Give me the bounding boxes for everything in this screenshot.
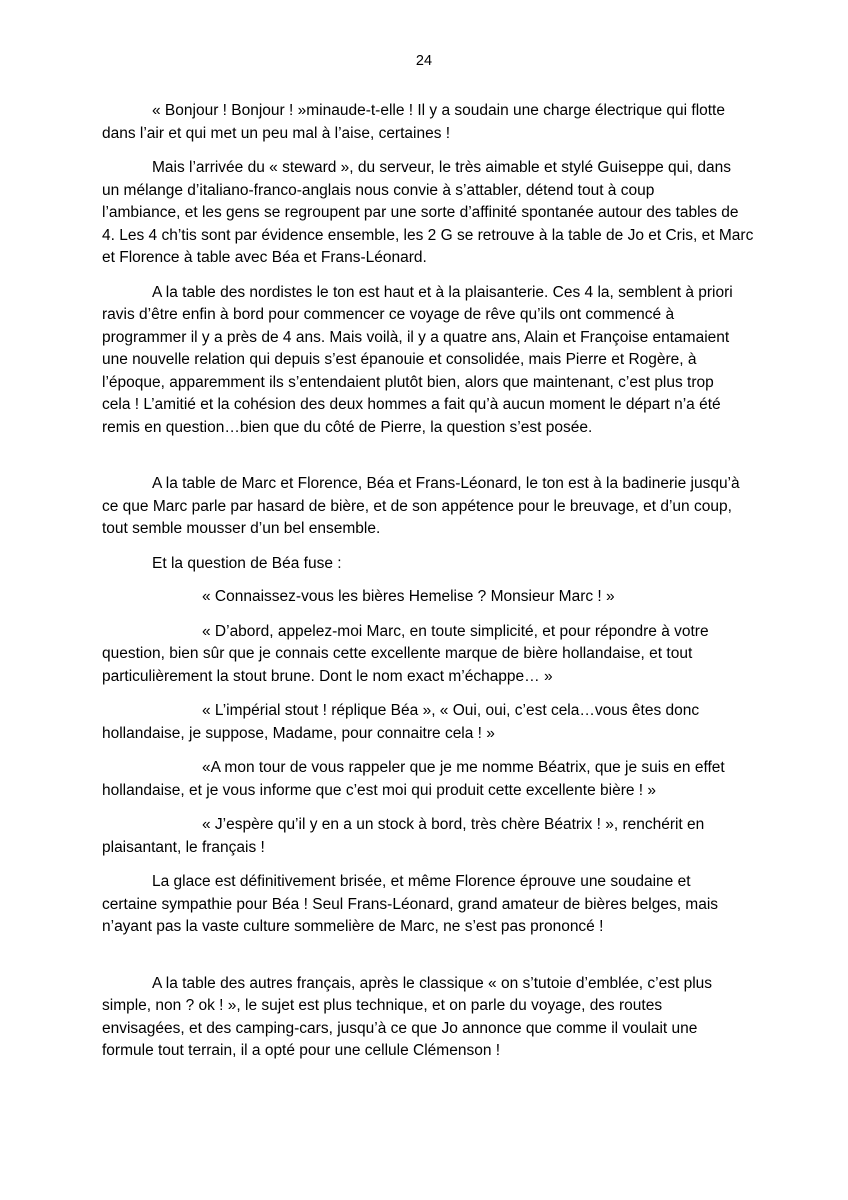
paragraph-line: formule tout terrain, il a opté pour une cellule Clémenson ! bbox=[102, 1042, 501, 1059]
paragraph-line: « Connaissez-vous les bières Hemelise ? Monsieur Marc ! » bbox=[202, 588, 615, 605]
paragraph-line: ce que Marc parle par hasard de bière, et de son appétence pour le breuvage, et d’un coup, bbox=[102, 497, 732, 515]
paragraph-line: hollandaise, et je vous informe que c’est moi qui produit cette excellente bière ! » bbox=[102, 781, 657, 799]
paragraph-line: cela ! L’amitié et la cohésion des deux hommes a fait qu’à aucun moment le départ n’a été bbox=[102, 396, 721, 413]
page-number: 24 bbox=[415, 53, 433, 69]
paragraph bbox=[102, 553, 748, 576]
paragraph-line: tout semble mousser d’un bel ensemble. bbox=[102, 520, 381, 537]
paragraph-line: « D’abord, appelez-moi Marc, en toute simplicité, et pour répondre à votre bbox=[202, 622, 709, 640]
paragraph-line: l’ambiance, et les gens se regroupent par une sorte d’affinité spontanée autour des tables de bbox=[102, 204, 739, 221]
paragraph-line: A la table des nordistes le ton est haut et à la plaisanterie. Ces 4 la, semblent à priori bbox=[152, 283, 733, 301]
paragraph-line: Mais l’arrivée du « steward », du serveur, le très aimable et stylé Guiseppe qui, dans bbox=[152, 159, 731, 176]
paragraph-line: plaisantant, le français ! bbox=[102, 838, 265, 856]
paragraph bbox=[102, 586, 748, 609]
paragraph-line: simple, non ? ok ! », le sujet est plus technique, et on parle du voyage, des routes bbox=[102, 997, 663, 1014]
paragraph-line: n’ayant pas la vaste culture sommelière de Marc, ne s’est pas prononcé ! bbox=[102, 918, 604, 935]
paragraph-line: l’époque, apparemment ils s’entendaient plutôt bien, alors que maintenant, c’est plus trop bbox=[102, 373, 714, 391]
paragraph-line: une nouvelle relation qui depuis s’est épanouie et consolidée, mais Pierre et Rogère, à bbox=[102, 351, 697, 368]
paragraph bbox=[102, 757, 748, 802]
paragraph bbox=[102, 700, 748, 745]
paragraph-line: programmer il y a près de 4 ans. Mais voilà, il y a quatre ans, Alain et Françoise entamaient bbox=[102, 328, 730, 346]
paragraph-line: dans l’air et qui met un peu mal à l’aise, certaines ! bbox=[102, 124, 451, 142]
paragraph-line: ravis d’être enfin à bord pour commencer ce voyage de rêve qu’ils ont commencé à bbox=[102, 306, 675, 323]
paragraph bbox=[102, 621, 748, 689]
paragraph-line: A la table des autres français, après le classique « on s’tutoie d’emblée, c’est plus bbox=[152, 974, 713, 992]
paragraph-line: « J’espère qu’il y en a un stock à bord, très chère Béatrix ! », renchérit en bbox=[202, 816, 705, 833]
paragraph-line: et Florence à table avec Béa et Frans-Léonard. bbox=[102, 249, 427, 266]
paragraph bbox=[102, 282, 748, 440]
paragraph-line: Et la question de Béa fuse : bbox=[152, 554, 342, 572]
paragraph bbox=[102, 473, 748, 541]
paragraph-line: un mélange d’italiano-franco-anglais nous convie à s’attabler, détend tout à coup bbox=[102, 181, 655, 199]
paragraph-line: particulièrement la stout brune. Dont le nom exact m’échappe… » bbox=[102, 667, 553, 685]
paragraph-line: « L’impérial stout ! réplique Béa », « Oui, oui, c’est cela…vous êtes donc bbox=[202, 702, 700, 719]
paragraph-line: hollandaise, je suppose, Madame, pour connaitre cela ! » bbox=[102, 724, 495, 742]
paragraph-line: La glace est définitivement brisée, et même Florence éprouve une soudaine et bbox=[152, 873, 691, 890]
paragraph-line: remis en question…bien que du côté de Pierre, la question s’est posée. bbox=[102, 418, 593, 436]
paragraph-line: A la table de Marc et Florence, Béa et Frans-Léonard, le ton est à la badinerie jusqu’à bbox=[152, 475, 740, 492]
paragraph bbox=[102, 100, 748, 145]
paragraph-line: 4. Les 4 ch’tis sont par évidence ensemble, les 2 G se retrouve à la table de Jo et Cris, et Marc bbox=[102, 226, 754, 244]
paragraph bbox=[102, 814, 748, 859]
paragraph-line: envisagées, et des camping-cars, jusqu’à ce que Jo annonce que comme il voulait une bbox=[102, 1019, 698, 1037]
paragraph bbox=[102, 871, 748, 939]
paragraph-line: «A mon tour de vous rappeler que je me nomme Béatrix, que je suis en effet bbox=[202, 759, 725, 776]
paragraph-line: question, bien sûr que je connais cette excellente marque de bière hollandaise, et tout bbox=[102, 645, 693, 662]
paragraph bbox=[102, 973, 748, 1063]
paragraph-line: certaine sympathie pour Béa ! Seul Frans-Léonard, grand amateur de bières belges, mais bbox=[102, 895, 719, 913]
paragraph bbox=[102, 157, 754, 270]
paragraph-line: « Bonjour ! Bonjour ! »minaude-t-elle ! Il y a soudain une charge électrique qui flotte bbox=[152, 102, 725, 119]
